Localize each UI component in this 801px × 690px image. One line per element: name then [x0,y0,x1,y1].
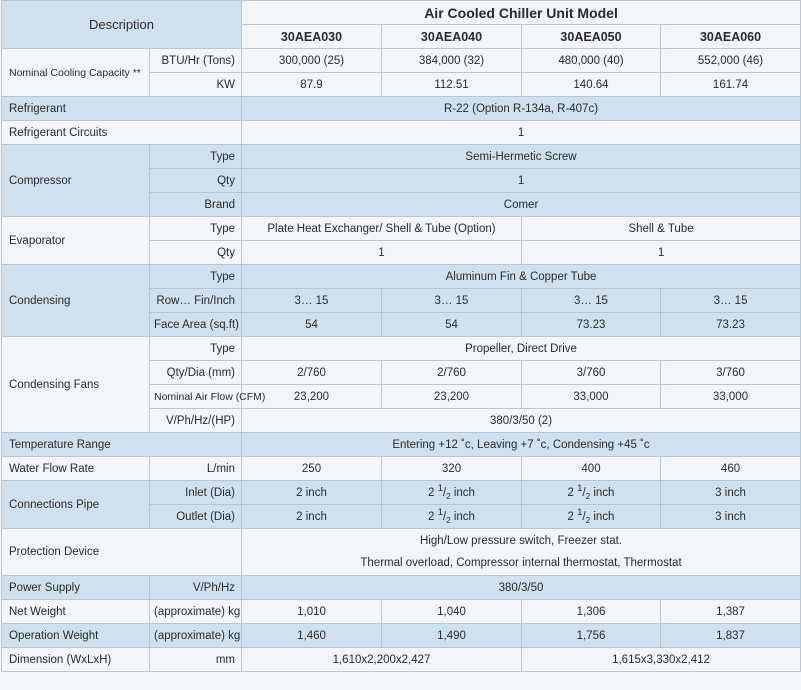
row-fin-value: 3… 15 [382,289,522,313]
fans-type-label: Type [150,337,242,361]
dimension-label: Dimension (WxLxH) [2,648,150,672]
table-title: Air Cooled Chiller Unit Model [242,1,801,25]
operation-weight-value: 1,756 [522,624,661,648]
model-2: 30AEA040 [382,25,522,49]
header-row [2,1,801,25]
row-fin-value: 3… 15 [522,289,661,313]
row-fin-value: 3… 15 [661,289,801,313]
kw-value: 161.74 [661,73,801,97]
btu-unit: BTU/Hr (Tons) [150,49,242,73]
condensing-type-value: Aluminum Fin & Copper Tube [242,265,801,289]
fans-qty-value: 2/760 [242,361,382,385]
inlet-value: 3 inch [661,481,801,505]
row-fin-value: 3… 15 [242,289,382,313]
evaporator-qty-value: 1 [522,241,801,265]
refrigerant-circuits-row [2,121,801,145]
fans-qty-value: 2/760 [382,361,522,385]
connections-inlet-row [2,481,801,505]
airflow-value: 33,000 [522,385,661,409]
refrigerant-row [2,97,801,121]
operation-weight-label: Operation Weight [2,624,150,648]
net-weight-row [2,600,801,624]
operation-weight-value: 1,490 [382,624,522,648]
condensing-label: Condensing [2,265,150,337]
face-area-value: 73.23 [522,313,661,337]
condensing-type-label: Type [150,265,242,289]
kw-value: 112.51 [382,73,522,97]
protection-label: Protection Device [2,529,242,576]
operation-weight-value: 1,460 [242,624,382,648]
spec-table [1,0,801,672]
evaporator-label: Evaporator [2,217,150,265]
power-supply-row [2,576,801,600]
outlet-value: 2 $^1/_2$ inch [382,505,522,529]
fans-type-row [2,337,801,361]
condensing-fans-label: Condensing Fans [2,337,150,433]
face-area-value: 73.23 [661,313,801,337]
dimension-unit: mm [150,648,242,672]
btu-value: 384,000 (32) [382,49,522,73]
model-1: 30AEA030 [242,25,382,49]
protection-value [242,529,801,576]
power-supply-label: Power Supply [2,576,150,600]
fans-qty-value: 3/760 [661,361,801,385]
outlet-value: 2 inch [242,505,382,529]
compressor-label: Compressor [2,145,150,217]
model-4: 30AEA060 [661,25,801,49]
btu-value: 552,000 (46) [661,49,801,73]
power-supply-unit: V/Ph/Hz [150,576,242,600]
refrigerant-circuits-label: Refrigerant Circuits [2,121,242,145]
compressor-type-label: Type [150,145,242,169]
refrigerant-label: Refrigerant [2,97,242,121]
airflow-value: 23,200 [242,385,382,409]
evaporator-type-value: Shell & Tube [522,217,801,241]
airflow-label: Nominal Air Flow (CFM) [150,385,242,409]
compressor-qty-label: Qty [150,169,242,193]
connections-label: Connections Pipe [2,481,150,529]
protection-row [2,529,801,576]
net-weight-value: 1,010 [242,600,382,624]
kw-unit: KW [150,73,242,97]
fans-power-label: V/Ph/Hz/(HP) [150,409,242,433]
face-area-label: Face Area (sq.ft) [150,313,242,337]
evaporator-qty-value: 1 [242,241,522,265]
temperature-range-value: Entering +12 ˚c, Leaving +7 ˚c, Condensing +45 ˚c [242,433,801,457]
inlet-value: 2 $^1/_2$ inch [522,481,661,505]
compressor-qty-value: 1 [242,169,801,193]
temperature-range-row [2,433,801,457]
protection-line: High/Low pressure switch, Freezer stat. [420,535,622,547]
dimension-row [2,648,801,672]
operation-weight-unit: (approximate) kg [150,624,242,648]
dimension-value: 1,610x2,200x2,427 [242,648,522,672]
water-flow-value: 460 [661,457,801,481]
compressor-type-row [2,145,801,169]
face-area-value: 54 [242,313,382,337]
cooling-btu-row [2,49,801,73]
inlet-label: Inlet (Dia) [150,481,242,505]
net-weight-value: 1,306 [522,600,661,624]
compressor-brand-value: Comer [242,193,801,217]
water-flow-value: 250 [242,457,382,481]
outlet-value: 3 inch [661,505,801,529]
fans-qty-value: 3/760 [522,361,661,385]
water-flow-unit: L/min [150,457,242,481]
net-weight-value: 1,040 [382,600,522,624]
net-weight-label: Net Weight [2,600,150,624]
model-3: 30AEA050 [522,25,661,49]
inlet-value: 2 inch [242,481,382,505]
water-flow-value: 320 [382,457,522,481]
evaporator-type-row [2,217,801,241]
kw-value: 87.9 [242,73,382,97]
condensing-type-row [2,265,801,289]
fans-qty-label: Qty/Dia (mm) [150,361,242,385]
net-weight-unit: (approximate) kg [150,600,242,624]
evaporator-type-value: Plate Heat Exchanger/ Shell & Tube (Option) [242,217,522,241]
btu-value: 300,000 (25) [242,49,382,73]
outlet-label: Outlet (Dia) [150,505,242,529]
btu-value: 480,000 (40) [522,49,661,73]
refrigerant-value: R-22 (Option R-134a, R-407c) [242,97,801,121]
compressor-type-value: Semi-Hermetic Screw [242,145,801,169]
outlet-value: 2 $^1/_2$ inch [522,505,661,529]
nominal-cooling-label: Nominal Cooling Capacity ** [2,49,150,97]
inlet-value: 2 $^1/_2$ inch [382,481,522,505]
description-header: Description [2,1,242,49]
power-supply-value: 380/3/50 [242,576,801,600]
evaporator-type-label: Type [150,217,242,241]
kw-value: 140.64 [522,73,661,97]
evaporator-qty-label: Qty [150,241,242,265]
compressor-brand-label: Brand [150,193,242,217]
refrigerant-circuits-value: 1 [242,121,801,145]
airflow-value: 23,200 [382,385,522,409]
dimension-value: 1,615x3,330x2,412 [522,648,801,672]
fans-power-value: 380/3/50 (2) [242,409,801,433]
operation-weight-row [2,624,801,648]
operation-weight-value: 1,837 [661,624,801,648]
temperature-range-label: Temperature Range [2,433,242,457]
fans-type-value: Propeller, Direct Drive [242,337,801,361]
water-flow-value: 400 [522,457,661,481]
protection-line: Thermal overload, Compressor internal thermostat, Thermostat [360,557,682,569]
net-weight-value: 1,387 [661,600,801,624]
face-area-value: 54 [382,313,522,337]
water-flow-row [2,457,801,481]
water-flow-label: Water Flow Rate [2,457,150,481]
airflow-value: 33,000 [661,385,801,409]
row-fin-label: Row… Fin/Inch [150,289,242,313]
